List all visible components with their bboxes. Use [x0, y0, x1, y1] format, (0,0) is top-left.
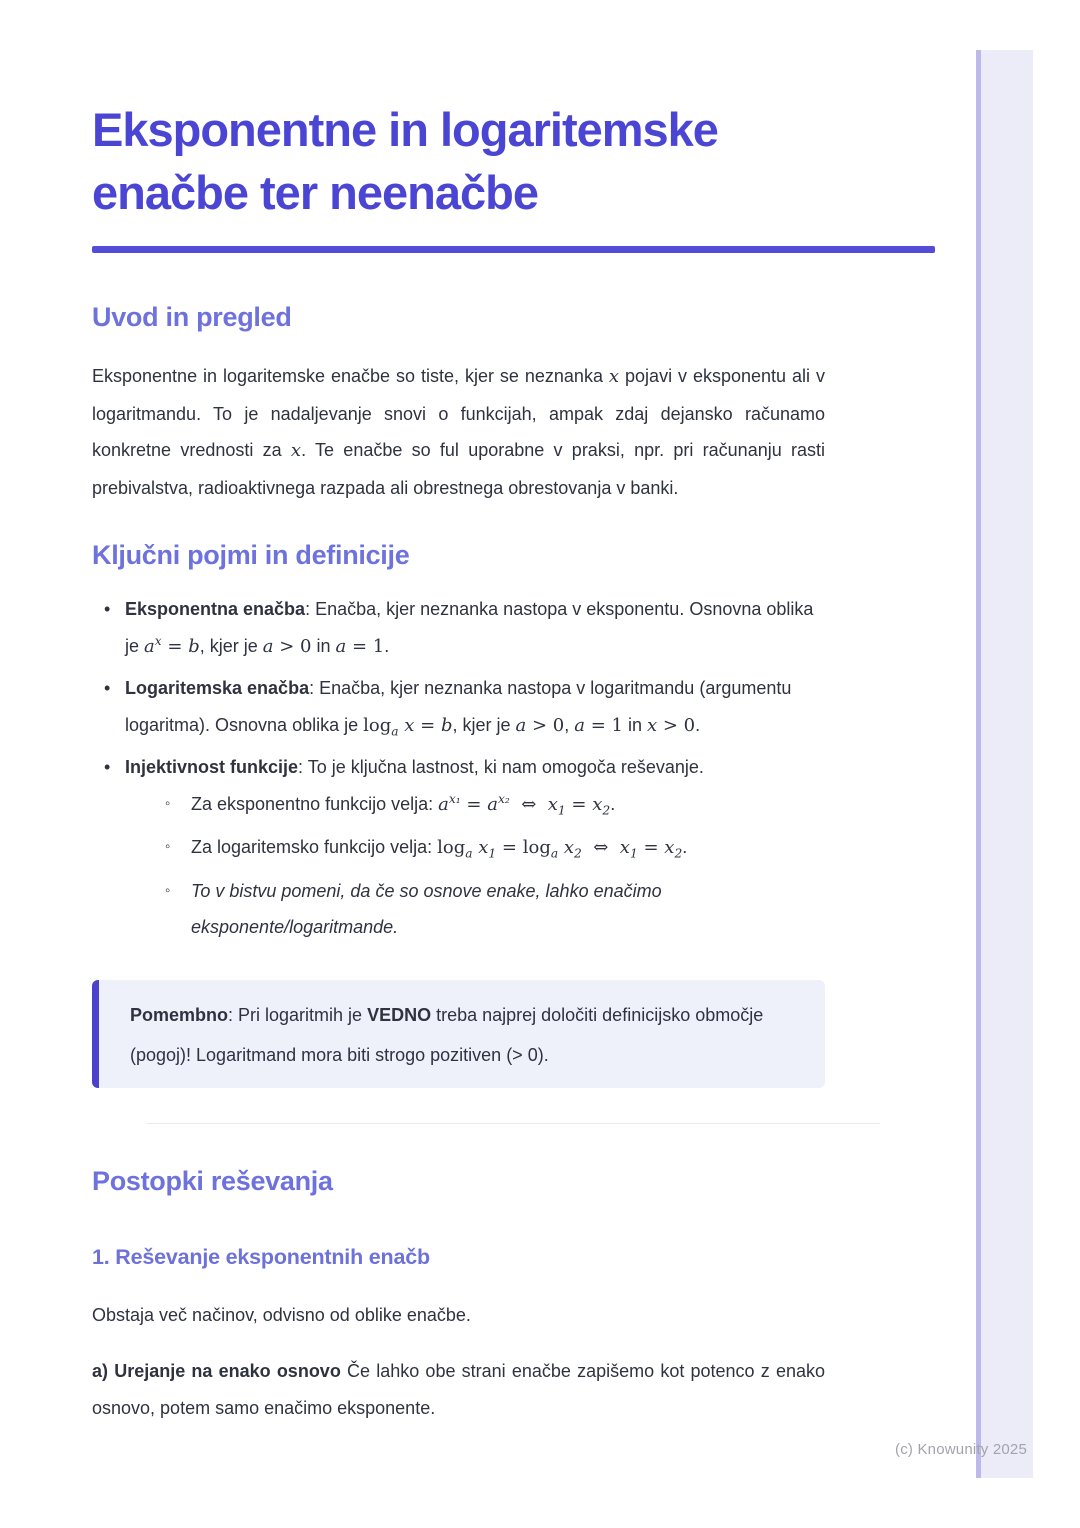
sub-list-item: [158, 786, 825, 824]
section-divider: [147, 1123, 880, 1124]
intro-paragraph: Eksponentne in logaritemske enačbe so tiste, kjer se neznanka x pojavi v eksponentu ali v logaritmandu. To je nadaljevanje snovi o funkcijah, ampak zdaj dejansko računamo konkretne vrednosti za x. Te enačbe so ful uporabne v praksi, npr. pri računanju rasti prebivalstva, radioaktivnega razpada ali obrestnega obrestovanja v banki.: [92, 366, 825, 498]
key-terms-list: [92, 591, 825, 946]
sub-list-item: [158, 873, 825, 946]
postopki-paragraph-1: Obstaja več načinov, odvisno od oblike enačbe.: [92, 1304, 471, 1325]
sub-list-item-text: To v bistvu pomeni, da če so osnove enake, lahko enačimo eksponente/logaritmande.: [191, 880, 662, 937]
page-title-line2: enačbe ter neenačbe: [92, 166, 538, 219]
postopki-paragraph-2: a) Urejanje na enako osnovo Če lahko obe strani enačbe zapišemo kot potenco z enako osnovo, potem samo enačimo eksponente.: [92, 1361, 825, 1418]
sub-list-item-text: Za logaritemsko funkcijo velja: $\log_a x_1 = \log_a x_2$ ⇔ $x_1 = x_2$.: [191, 837, 688, 861]
list-item: [92, 749, 825, 946]
list-item-text: Eksponentna enačba: Enačba, kjer neznanka nastopa v eksponentu. Osnovna oblika je $a^x = b$, kjer je a > 0 in a = 1.: [125, 599, 814, 657]
bullet-icon: •: [104, 599, 111, 619]
section-heading-uvod: Uvod in pregled: [92, 302, 292, 332]
injectivity-sublist: [158, 786, 825, 946]
circle-bullet-icon: ◦: [165, 838, 171, 855]
section-heading-postopki: Postopki reševanja: [92, 1165, 333, 1196]
bullet-icon: •: [104, 757, 111, 777]
list-item: [92, 670, 825, 744]
subsection-heading-resevanje: 1. Reševanje eksponentnih enačb: [92, 1244, 430, 1269]
page-content: [92, 0, 935, 1426]
list-item: [92, 591, 825, 665]
list-item-text: Injektivnost funkcije: To je ključna lastnost, ki nam omogoča reševanje.: [125, 757, 704, 777]
title-underline: [92, 246, 935, 253]
right-margin-strip: [976, 50, 1033, 1478]
list-item-text: Logaritemska enačba: Enačba, kjer neznanka nastopa v logaritmandu (argumentu logaritma). Osnovna oblika je $\log_a x = b$, kjer je a > 0, a = 1 in x > 0.: [125, 678, 792, 739]
page-title-line1: Eksponentne in logaritemske: [92, 103, 718, 156]
circle-bullet-icon: ◦: [165, 881, 171, 899]
sub-list-item: [158, 829, 825, 867]
bullet-icon: •: [104, 678, 111, 698]
footer-copyright: (c) Knowunity 2025: [895, 1441, 1028, 1458]
section-heading-kljucni: Ključni pojmi in definicije: [92, 540, 410, 570]
circle-bullet-icon: ◦: [165, 794, 171, 812]
important-note-callout: Pomembno: Pri logaritmih je VEDNO treba najprej določiti definicijsko območje (pogoj)! Logaritmand mora biti strogo pozitiven (> 0).: [92, 980, 825, 1088]
sub-list-item-text: Za eksponentno funkcijo velja: $a^{x_1} = a^{x_2}$ ⇔ $x_1 = x_2$.: [191, 791, 616, 818]
page-title: [92, 98, 935, 224]
